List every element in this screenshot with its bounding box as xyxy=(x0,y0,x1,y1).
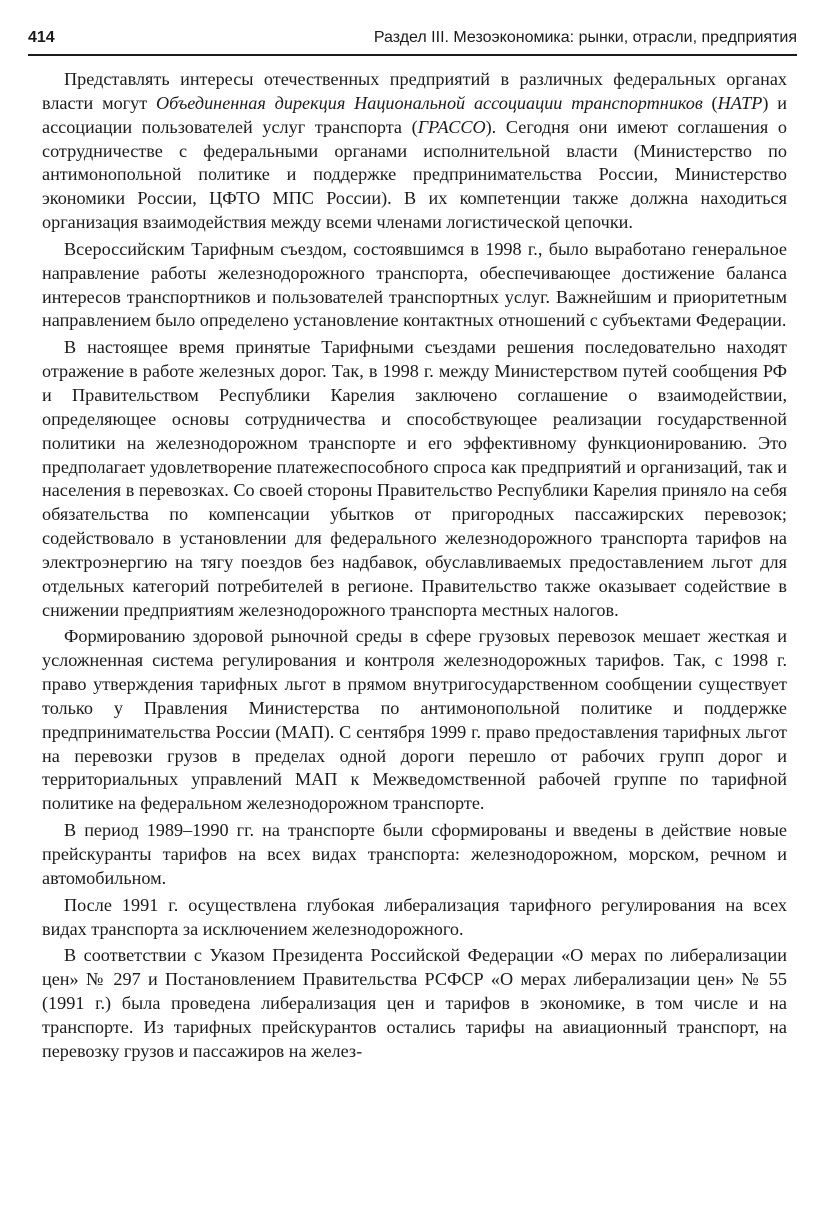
paragraph-text: Представлять интересы отечественных предприятий в различных федеральных органах власти могут xyxy=(42,69,787,113)
paragraph: В настоящее время принятые Тарифными съездами решения последовательно находят отражение в работе железных дорог. Так, в 1998 г. между Министерством путей сообщения РФ и Правительством Республики Карелия заключено соглашение о взаимодействии, определяющее основы сотрудничества и способствующее реализации государственной политики на железнодорожном транспорте и его эффективному функционированию. Это предполагает удовлетворение платежеспособного спроса как предприятий и организаций, так и населения в перевозках. Со своей стороны Правительство Республики Карелия приняло на себя обязательства по компенсации убытков от пригородных пассажирских перевозок; содействовало в установлении для федерального железнодорожного транспорта тарифов на электроэнергию на тягу поездов без надбавок, обуславливаемых предоставлением льгот для отдельных категорий потребителей в регионе. Правительство также оказывает содействие в снижении предприятиям железнодорожного транспорта местных налогов. xyxy=(42,337,787,620)
paragraph-text: ) и ассоциации пользователей услуг транспорта ( xyxy=(42,92,787,137)
paragraph: В период 1989–1990 гг. на транспорте были сформированы и введены в действие новые прейскуранты тарифов на всех видах транспорта: железнодорожном, морском, речном и автомобильном. xyxy=(42,820,787,888)
organization-name: Объединенная дирекция Национальной ассоциации транспортников xyxy=(155,92,703,113)
page-number: 414 xyxy=(28,29,55,46)
paragraph: Формированию здоровой рыночной среды в сфере грузовых перевозок мешает жесткая и усложненная система регулирования и контроля железнодорожных тарифов. Так, с 1998 г. право утверждения тарифных льгот в прямом внутригосударственном сообщении существует только у Правления Министерства по антимонопольной политике и поддержке предпринимательства России (МАП). С сентября 1999 г. право предоставления тарифных льгот на перевозки грузов в пределах одной дороги перешло от рабочих групп дорог и территориальных управлений МАП к Межведомственной рабочей группе по тарифной политике на федеральном железнодорожном транспорте. xyxy=(42,626,787,814)
paragraph: Всероссийским Тарифным съездом, состоявшимся в 1998 г., было выработано генеральное направление работы железнодорожного транспорта, обеспечивающее достижение баланса интересов транспортников и пользователей транспортных услуг. Важнейшим и приоритетным направлением было определено установление контактных отношений с субъектами Федерации. xyxy=(42,238,787,331)
section-title: Раздел III. Мезоэкономика: рынки, отрасли, предприятия xyxy=(373,29,797,46)
body-text xyxy=(42,68,787,1067)
abbreviation: ГРАССО xyxy=(417,116,486,137)
paragraph: В соответствии с Указом Президента Российской Федерации «О мерах по либерализации цен» № 297 и Постановлением Правительства РСФСР «О мерах либерализации цен» № 55 (1991 г.) была проведена либерализация цен и тарифов в экономике, в том числе и на транспорте. Из тарифных прейскурантов остались тарифы на авиационный транспорт, на перевозку грузов и пассажиров на желез- xyxy=(42,945,787,1061)
paragraph: После 1991 г. осуществлена глубокая либерализация тарифного регулирования на всех видах транспорта за исключением железнодорожного. xyxy=(42,894,787,939)
abbreviation: НАТР xyxy=(717,92,763,113)
paragraph-text: ( xyxy=(702,92,718,113)
paragraph xyxy=(42,68,787,235)
running-header xyxy=(28,22,797,56)
paragraph-text: ). Сегодня они имеют соглашения о сотрудничестве с федеральными органами исполнительной власти (Министерство по антимонопольной политике и поддержке предпринимательства России, Министерство экономики России, ЦФТО МПС России). В их компетенции также должна находиться организация взаимодействия между всеми членами логистической цепочки. xyxy=(42,116,788,233)
